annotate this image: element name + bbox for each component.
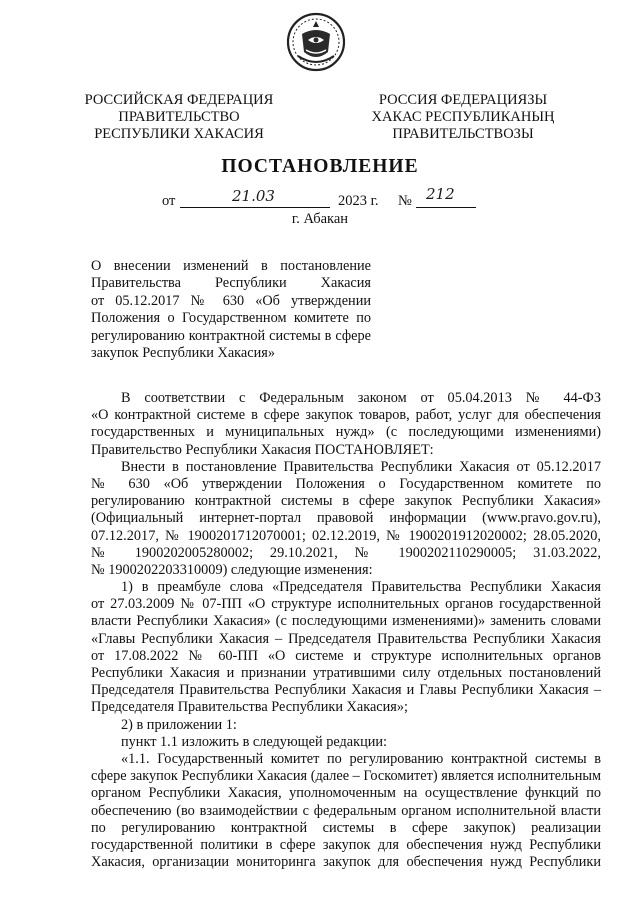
body-line: «О контрактной системе в сфере закупок товаров, работ, услуг для обеспечения [91,407,601,424]
body-line: В соответствии с Федеральным законом от 05.04.2013 № 44-ФЗ [121,390,601,406]
body-line: регулированию контрактной системы в сфере закупок Республики Хакасия» [91,493,601,510]
header-left-line: ПРАВИТЕЛЬСТВО [118,109,240,125]
coat-of-arms-icon [286,12,346,72]
number-sign: № [398,193,412,209]
body-text [91,390,601,871]
body-line: «Главы Республики Хакасия – Председателя Правительства Республики Хакасия [91,630,601,647]
body-line: государственной политики в сфере закупок для обеспечения нужд Республики [91,836,601,853]
subject-line: регулированию контрактной системы в сфере [91,327,371,344]
subject-block [91,258,371,362]
number-handwritten: 212 [426,185,455,203]
body-line: № 630 «Об утверждении Положения о Государственном комитете по [91,475,601,492]
year-label: 2023 г. [338,193,379,209]
body-line: 07.12.2017, № 1900201712070001; 02.12.2019, № 1900201912020002; 28.05.2020, [91,527,601,544]
body-line: обеспечению (во взаимодействии с федеральным органом исполнительной власти [91,802,601,819]
header-right-line: ХАКАС РЕСПУБЛИКАНЫҢ [371,109,555,125]
body-line: Председателя Правительства Республики Хакасия и Главы Республики Хакасия – [91,682,601,699]
body-line: от 17.08.2022 № 60-ПП «О системе и структуре исполнительных органов [91,647,601,664]
header-left [84,92,274,143]
subject-line: Положения о Государственном комитете по [91,310,371,327]
body-line: Правительство Республики Хакасия ПОСТАНОВЛЯЕТ: [91,441,434,458]
body-line: № 1900202203310009) следующие изменения: [91,561,373,578]
body-line: сфере закупок Республики Хакасия (далее – Госкомитет) является исполнительным [91,768,601,785]
body-line: Председателя Правительства Республики Хакасия»; [91,699,408,716]
header-right-line: ПРАВИТЕЛЬСТВОЗЫ [392,126,534,142]
body-line: Внести в постановление Правительства Республики Хакасия от 05.12.2017 [121,458,601,475]
date-line [0,185,640,213]
body-line: «1.1. Государственный комитет по регулированию контрактной системы в [121,750,601,767]
body-line: по регулированию контрактной системы в сфере закупок) реализации [91,819,601,836]
body-line: органом Республики Хакасия, уполномоченным на осуществление функций по [91,785,601,802]
subject-line: от 05.12.2017 № 630 «Об утверждении [91,292,371,309]
subject-line: закупок Республики Хакасия» [91,344,275,361]
body-line: 2) в приложении 1: [121,716,237,733]
header-right [368,92,558,143]
body-line: государственных и муниципальных нужд» (с последующими изменениями) [91,424,601,441]
header-right-line: РОССИЯ ФЕДЕРАЦИЯЗЫ [378,92,548,108]
body-line: пункт 1.1 изложить в следующей редакции: [121,733,388,750]
body-line: Республики Хакасия и признании утратившими силу отдельных постановлений [91,665,601,681]
header-left-line: РОССИЙСКАЯ ФЕДЕРАЦИЯ [84,92,274,108]
body-line: № 1900202005280002; 29.10.2021, № 1900202110290005; 31.03.2022, [91,544,601,561]
body-line: власти Республики Хакасия» (с последующими изменениями)» заменить словами [91,613,601,630]
body-line: 1) в преамбуле слова «Председателя Правительства Республики Хакасия [121,579,601,596]
document-title: ПОСТАНОВЛЕНИЕ [221,156,419,177]
subject-line: Правительства Республики Хакасия [91,275,371,292]
body-line: Хакасия, организации мониторинга закупок для обеспечения нужд Республики [91,854,601,871]
subject-line: О внесении изменений в постановление [91,258,371,274]
date-from-label: от [162,193,176,209]
header-left-line: РЕСПУБЛИКИ ХАКАСИЯ [94,126,264,142]
body-line: (Официальный интернет-портал правовой информации (www.pravo.gov.ru), [91,510,601,527]
city-label: г. Абакан [291,211,349,227]
body-line: от 27.03.2009 № 07-ПП «О структуре исполнительных органов государственной [91,596,601,613]
date-handwritten: 21.03 [232,187,275,205]
